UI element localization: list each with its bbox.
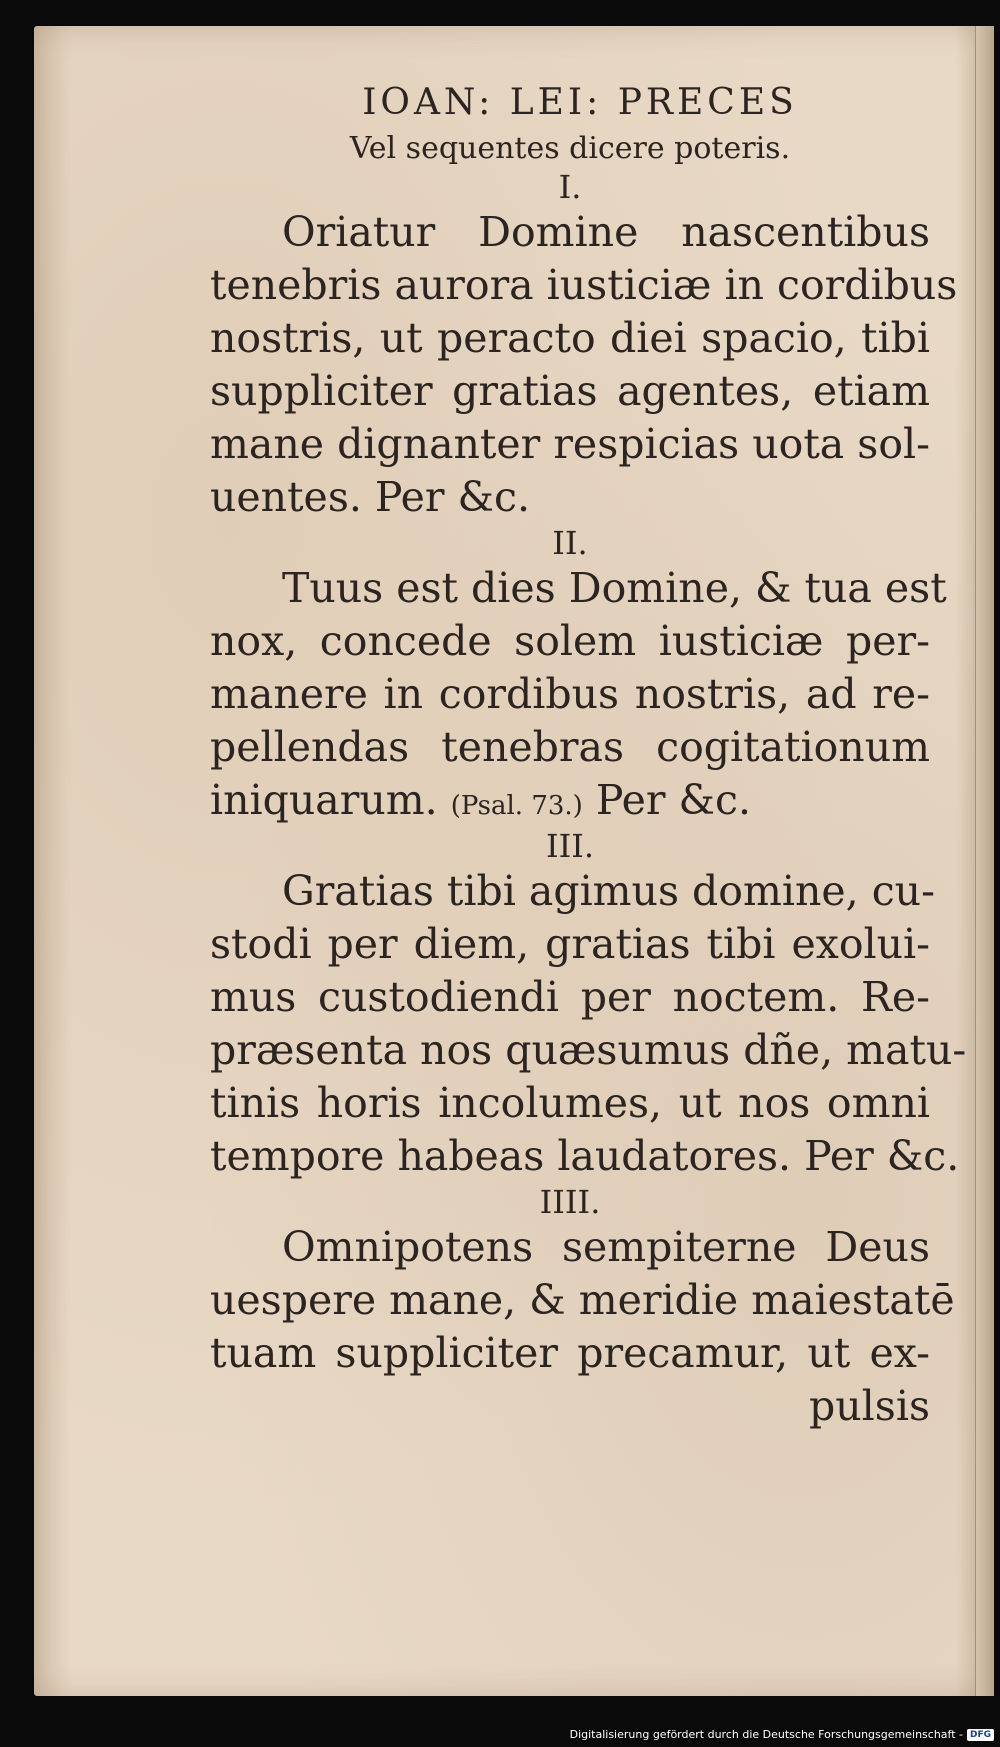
- text-line: mus custodiendi per noctem. Re-: [210, 973, 930, 1021]
- text-line: tuam suppliciter precamur, ut ex-: [210, 1329, 930, 1377]
- text-line: nostris, ut peracto diei spacio, tibi: [210, 314, 930, 362]
- page-text: [210, 82, 967, 1433]
- text-line: pellendas tenebras cogitationum: [210, 723, 930, 771]
- psalm-reference: (Psal. 73.): [450, 791, 583, 821]
- text-line: stodi per diem, gratias tibi exolui-: [210, 920, 930, 968]
- prayer-paragraph: [210, 562, 947, 827]
- digitization-credit: [570, 1728, 994, 1741]
- running-head: IOAN: LEI: PRECES: [362, 82, 798, 123]
- text-line: tenebris aurora iusticiæ in cordibus: [210, 261, 958, 309]
- text-fragment: Per &c.: [595, 776, 752, 824]
- text-line: mane dignanter respicias uota sol-: [210, 420, 930, 468]
- text-line: manere in cordibus nostris, ad re-: [210, 670, 930, 718]
- section-numeral: IIII.: [539, 1183, 601, 1221]
- text-line: uespere mane, & meridie maiestatē: [210, 1276, 955, 1324]
- page-edge: [975, 26, 994, 1696]
- text-fragment: iniquarum.: [210, 776, 438, 824]
- text-line: Oriatur Domine nascentibus: [282, 208, 930, 256]
- dfg-logo-icon: DFG: [967, 1729, 994, 1741]
- credit-text: Digitalisierung gefördert durch die Deutsche Forschungsgemeinschaft -: [569, 1728, 963, 1741]
- text-line: Gratias tibi agimus domine, cu-: [282, 867, 935, 915]
- catchword: pulsis: [809, 1382, 930, 1430]
- text-line: suppliciter gratias agentes, etiam: [210, 367, 930, 415]
- text-line: [210, 774, 930, 827]
- section-numeral: I.: [558, 168, 582, 206]
- text-line: uentes. Per &c.: [210, 473, 531, 521]
- text-line: Tuus est dies Domine, & tua est: [282, 564, 947, 612]
- subheading: Vel sequentes dicere poteris.: [349, 131, 791, 166]
- prayer-paragraph: [210, 206, 958, 524]
- text-line: nox, concede solem iusticiæ per-: [210, 617, 930, 665]
- text-line: præsenta nos quæsumus dñe, matu-: [210, 1026, 967, 1074]
- prayer-paragraph: [210, 865, 967, 1183]
- text-line: tempore habeas laudatores. Per &c.: [210, 1132, 960, 1180]
- section-numeral: III.: [545, 827, 595, 865]
- prayer-paragraph: [210, 1221, 955, 1433]
- section-numeral: II.: [552, 524, 588, 562]
- text-line: tinis horis incolumes, ut nos omni: [210, 1079, 930, 1127]
- text-line: Omnipotens sempiterne Deus: [282, 1223, 930, 1271]
